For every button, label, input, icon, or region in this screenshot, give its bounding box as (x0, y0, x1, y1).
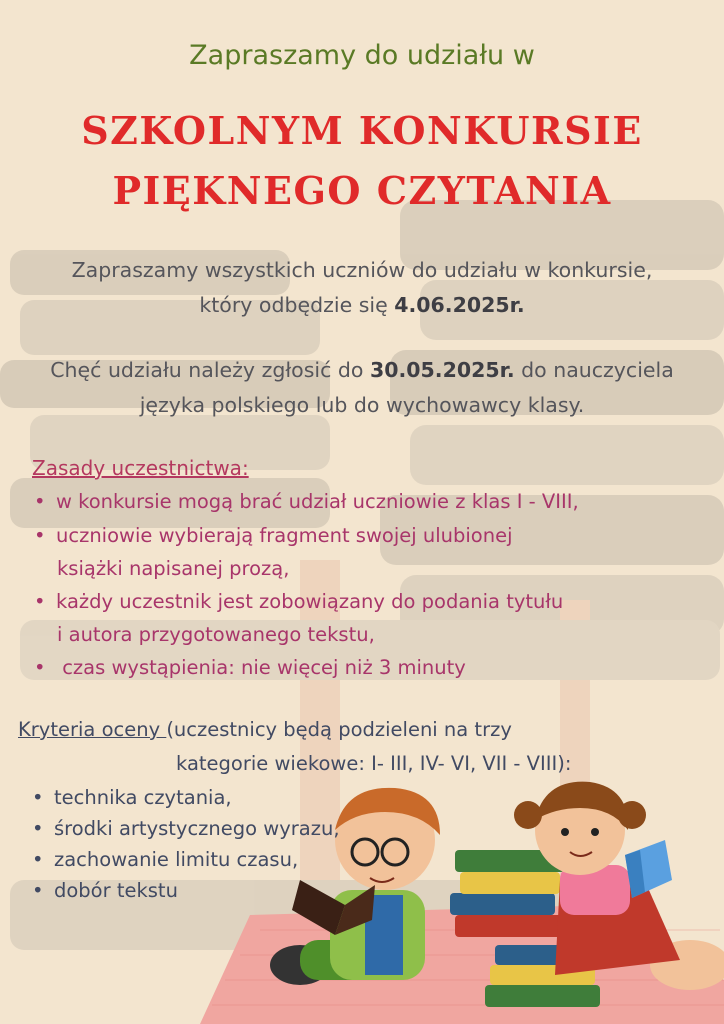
criteria-heading-line2: kategorie wiekowe: I- III, IV- VI, VII - VIII): (176, 752, 572, 775)
rules-item-continuation: i autora przygotowanego tekstu, (57, 623, 375, 646)
registration-line1: Chęć udziału należy zgłosić do 30.05.2025r. do nauczyciela (50, 358, 674, 382)
criteria-item: • technika czytania, (32, 786, 232, 809)
intro-text: Zapraszamy do udziału w (189, 40, 535, 71)
registration-line2: języka polskiego lub do wychowawcy klasy. (139, 393, 585, 417)
rules-item: • każdy uczestnik jest zobowiązany do podania tytułu (34, 590, 564, 613)
criteria-item: • zachowanie limitu czasu, (32, 848, 299, 871)
event-date: 4.06.2025r. (394, 293, 525, 317)
contest-title-line1: SZKOLNYM KONKURSIE (81, 108, 643, 153)
rules-item: • w konkursie mogą brać udział uczniowie z klas I - VIII, (34, 490, 579, 513)
rules-item-continuation: książki napisanej prozą, (57, 557, 290, 580)
rules-heading: Zasady uczestnictwa: (32, 456, 249, 480)
registration-deadline: 30.05.2025r. (369, 358, 515, 382)
rules-item: • uczniowie wybierają fragment swojej ulubionej (34, 524, 513, 547)
criteria-item: • dobór tekstu (32, 879, 178, 902)
rules-item: • czas wystąpienia: nie więcej niż 3 minuty (34, 656, 466, 679)
criteria-item: • środki artystycznego wyrazu, (32, 817, 340, 840)
criteria-heading: Kryteria oceny (uczestnicy będą podzieleni na trzy (18, 718, 512, 741)
contest-title-line2: PIĘKNEGO CZYTANIA (112, 168, 612, 213)
invitation-line2: który odbędzie się 4.06.2025r. (199, 293, 525, 317)
invitation-line1: Zapraszamy wszystkich uczniów do udziału w konkursie, (71, 258, 653, 282)
